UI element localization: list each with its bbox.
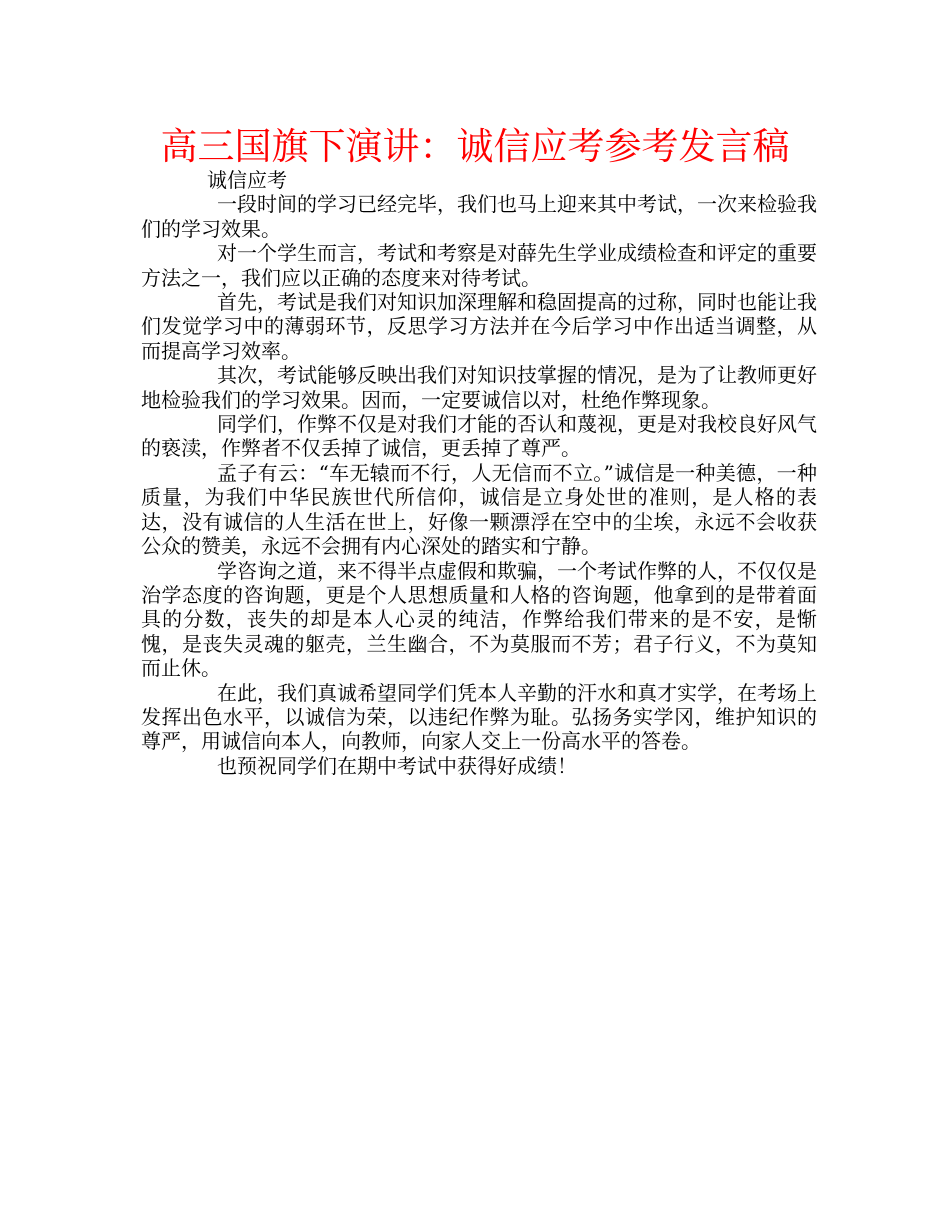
paragraph: 在此，我们真诚希望同学们凭本人辛勤的汗水和真才实学，在考场上发挥出色水平，以诚信为荣，以违纪作弊为耻。弘扬务实学冈，维护知识的尊严，用诚信向本人，向教师，向家人交上一份高水平的答卷。 — [141, 680, 817, 754]
document-body — [141, 168, 817, 778]
document-title: 高三国旗下演讲：诚信应考参考发言稿 — [160, 125, 790, 168]
paragraph: 对一个学生而言，考试和考察是对薛先生学业成绩检查和评定的重要方法之一，我们应以正确的态度来对待考试。 — [141, 241, 817, 290]
paragraph: 其次，考试能够反映出我们对知识技掌握的情况，是为了让教师更好地检验我们的学习效果。因而，一定要诚信以对，杜绝作弊现象。 — [141, 363, 817, 412]
paragraph: 也预祝同学们在期中考试中获得好成绩！ — [217, 753, 577, 778]
paragraph: 首先，考试是我们对知识加深理解和稳固提高的过称，同时也能让我们发觉学习中的薄弱环节，反思学习方法并在今后学习中作出适当调整，从而提高学习效率。 — [141, 290, 817, 363]
paragraph: 同学们，作弊不仅是对我们才能的否认和蔑视，更是对我校良好风气的亵渎，作弊者不仅丢掉了诚信，更丢掉了尊严。 — [141, 412, 817, 461]
document-subtitle: 诚信应考 — [207, 168, 287, 192]
paragraph: 学咨询之道，来不得半点虚假和欺骗，一个考试作弊的人，不仅仅是治学态度的咨询题，更是个人思想质量和人格的咨询题，他拿到的是带着面具的分数，丧失的却是本人心灵的纯洁，作弊给我们带来的是不安，是惭愧，是丧失灵魂的躯壳，兰生幽合，不为莫服而不芳；君子行义，不为莫知而止休。 — [141, 558, 817, 681]
paragraph: 一段时间的学习已经完毕，我们也马上迎来其中考试，一次来检验我们的学习效果。 — [141, 192, 817, 241]
paragraph: 孟子有云：“车无辕而不行，人无信而不立。”诚信是一种美德，一种质量，为我们中华民族世代所信仰，诚信是立身处世的准则，是人格的表达，没有诚信的人生活在世上，好像一颗漂浮在空中的尘埃，永远不会收获公众的赞美，永远不会拥有内心深处的踏实和宁静。 — [141, 460, 817, 559]
